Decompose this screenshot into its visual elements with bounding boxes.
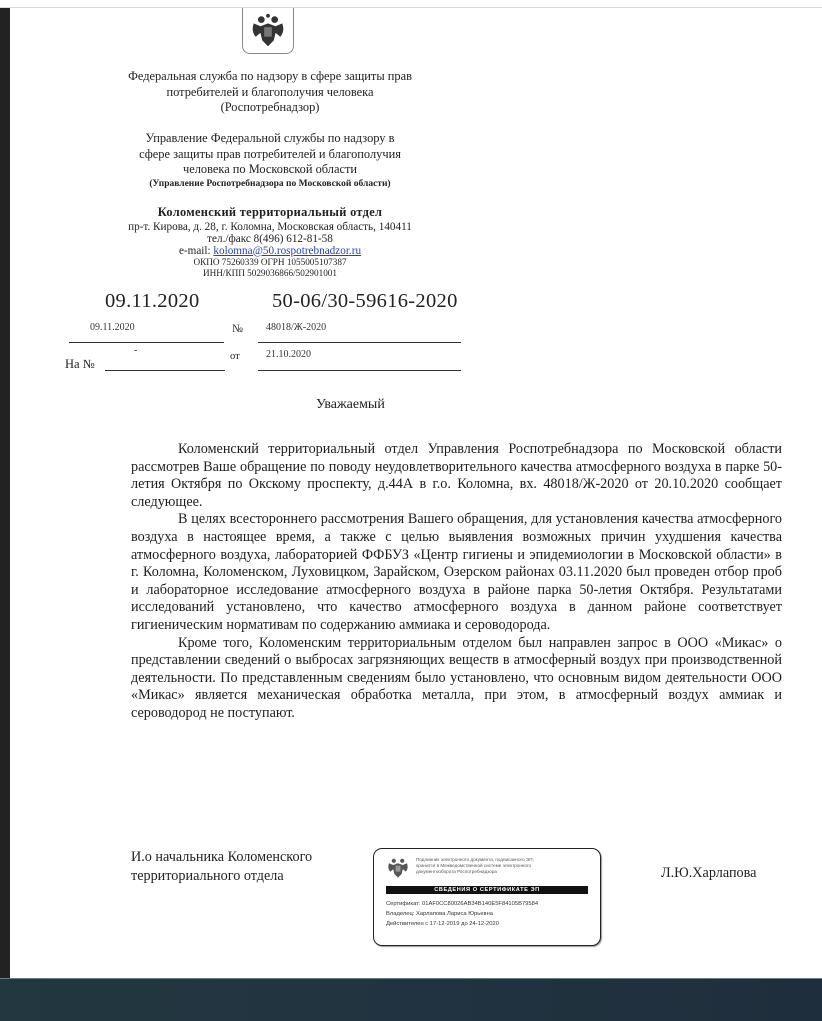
stamp-info-line: документооборота Роспотребнадзора <box>416 869 497 874</box>
directorate-line: сфере защиты прав потребителей и благополучия <box>139 146 401 161</box>
letter-body <box>131 441 782 723</box>
inn-kpp: ИНН/КПП 5029036866/502901001 <box>203 267 337 278</box>
electronic-signature-stamp <box>373 848 601 946</box>
from-date-field: 21.10.2020 <box>266 349 311 360</box>
coat-of-arms-icon <box>242 8 294 54</box>
signatory-title-line: территориального отдела <box>131 868 284 884</box>
signatory-name: Л.Ю.Харлапова <box>661 865 757 881</box>
coat-of-arms-icon <box>386 856 410 880</box>
ref-label: На № <box>65 357 95 371</box>
certificate-id: Сертификат: 01AF0CC80026AB34B140E5F84105B79584 <box>386 901 539 907</box>
signatory-title <box>131 848 312 886</box>
incoming-number-field: 48018/Ж-2020 <box>266 322 327 333</box>
incoming-number-underline <box>258 342 461 343</box>
email-line <box>70 245 470 257</box>
stamp-info <box>416 857 594 875</box>
stamp-info-line: хранится в Межведомственной системе электронного <box>416 863 532 868</box>
left-dark-strip <box>0 8 10 978</box>
stamp-header-band: СВЕДЕНИЯ О СЕРТИФИКАТЕ ЭП <box>386 886 588 894</box>
directorate-short: (Управление Роспотребнадзора по Московской области) <box>149 178 391 189</box>
certificate-validity: Действителен с 17-12-2019 до 24-12-2020 <box>386 921 499 927</box>
ref-number-field: - <box>134 345 138 356</box>
body-paragraph: Кроме того, Коломенским территориальным отделом был направлен запрос в ООО «Микас» о представлении сведений о выбросах загрязняющих веществ в атмосферный воздух при производственной деятельности. По представленным сведениям было установлено, что основным видом деятельности ООО «Микас» является механическая обработка металла, при этом, в атмосферный воздух аммиак и сероводород не поступают. <box>131 634 782 721</box>
directorate-name <box>70 131 470 191</box>
okpo-ogrn: ОКПО 75260339 ОГРН 1055005107387 <box>193 256 347 267</box>
ref-number-underline <box>105 370 225 371</box>
greeting: Уважаемый <box>316 397 385 412</box>
bottom-bar <box>0 978 822 1021</box>
address: пр-т. Кирова, д. 28, г. Коломна, Московская область, 140411 <box>128 220 412 233</box>
stamp-info-line: Подлинник электронного документа, подписанного ЭП, <box>416 857 534 862</box>
email-label: e-mail: <box>178 244 214 257</box>
agency-line: потребителей и благополучия человека <box>166 84 374 99</box>
email-link[interactable]: kolomna@50.rospotrebnadzor.ru <box>213 244 362 257</box>
department-contacts <box>70 205 470 279</box>
outgoing-date-underline <box>69 342 224 343</box>
registration-number: 50-06/30-59616-2020 <box>272 290 458 312</box>
certificate-owner: Владелец: Харлапова Лариса Юрьевна <box>386 911 494 917</box>
directorate-line: Управление Федеральной службы по надзору в <box>145 131 395 145</box>
body-paragraph: В целях всестороннего рассмотрения Вашего обращения, для установления качества атмосферного воздуха в настоящее время, а также с целью выявления возможных причин ухудшения качества атмосферного воздуха, лабораторией ФФБУЗ «Центр гигиены и эпидемиологии в Московской области» в г. Коломна, Коломенском, Луховицком, Зарайском, Озерском районах 03.11.2020 был проведен отбор проб и лабораторное исследование атмосферного воздуха в районе парка 50-летия Октября. Результатами исследований установлено, что качество атмосферного воздуха в данном районе соответствует гигиеническим нормативам по содержанию аммиака и сероводорода. <box>131 511 782 633</box>
double-headed-eagle-icon <box>249 12 287 50</box>
department-name: Коломенский территориальный отдел <box>157 205 383 219</box>
number-label: № <box>232 323 243 335</box>
from-label: от <box>230 351 240 362</box>
body-paragraph: Коломенский территориальный отдел Управления Роспотребнадзора по Московской области рассмотрев Ваше обращение по поводу неудовлетворительного качества атмосферного воздуха в парке 50-летия Октября по Окскому проспекту, д.44А в г.о. Коломна, вх. 48018/Ж-2020 от 20.10.2020 сообщает следующее. <box>131 441 782 510</box>
from-date-underline <box>258 370 461 371</box>
document-page <box>10 8 822 978</box>
agency-name <box>70 69 470 116</box>
outgoing-date-field: 09.11.2020 <box>90 322 135 333</box>
registration-date: 09.11.2020 <box>105 290 200 312</box>
agency-line: Федеральная служба по надзору в сфере защиты прав <box>128 69 412 83</box>
phone: тел./факс 8(496) 612-81-58 <box>207 232 333 245</box>
signatory-title-line: И.о начальника Коломенского <box>131 849 313 865</box>
directorate-line: человека по Московской области <box>182 162 358 176</box>
top-edge <box>0 0 822 8</box>
agency-line: (Роспотребнадзор) <box>220 100 320 114</box>
